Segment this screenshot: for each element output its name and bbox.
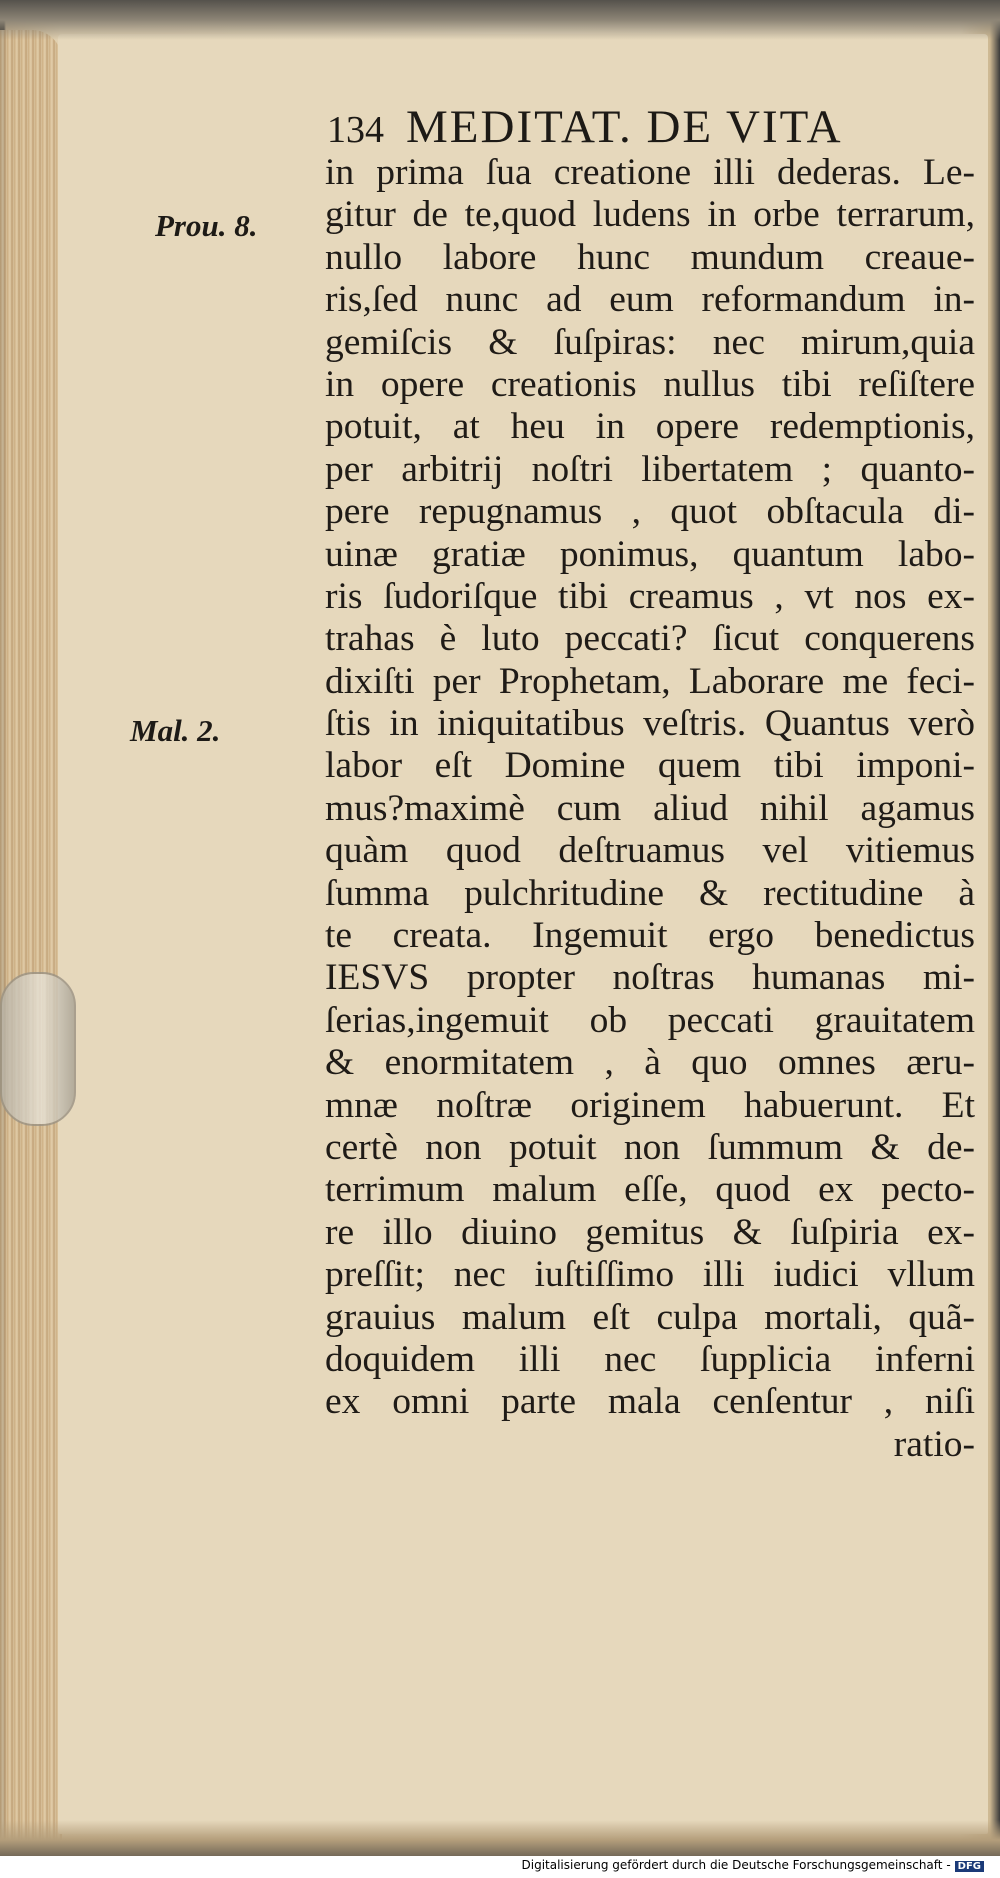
digitization-credit [518,1857,989,1873]
text-line: ſumma pulchritudine & rectitudine à [325,872,975,914]
text-line: terrimum malum eſſe, quod ex pecto- [325,1169,975,1211]
text-line: re illo diuino gemitus & ſuſpiria ex- [325,1211,975,1253]
text-line: & enormitatem , à quo omnes æru- [325,1042,975,1084]
text-line: doquidem illi nec ſupplicia inferni [325,1338,975,1380]
top-shadow [0,0,1000,40]
text-line: uinæ gratiæ ponimus, quantum labo- [325,533,975,575]
credit-text: Digitalisierung gefördert durch die Deutsche Forschungsgemeinschaft - [521,1858,951,1872]
text-line: nullo labore hunc mundum creaue- [325,236,975,278]
text-line: labor eſt Domine quem tibi imponi- [325,745,975,787]
text-line: ex omni parte mala cenſentur , niſi [325,1381,975,1423]
text-line: trahas è luto peccati? ſicut conquerens [325,618,975,660]
text-line: preſſit; nec iuſtiſſimo illi iudici vllum [325,1254,975,1296]
text-line: mus?maximè cum aliud nihil agamus [325,787,975,829]
text-line: ris ſudoriſque tibi creamus , vt nos ex- [325,575,975,617]
text-line: ſerias,ingemuit ob peccati grauitatem [325,999,975,1041]
text-line: potuit, at heu in opere redemptionis, [325,406,975,448]
text-line: ris,ſed nunc ad eum reformandum in- [325,279,975,321]
text-line: in opere creationis nullus tibi reſiſtere [325,363,975,405]
text-line: IESVS propter noſtras humanas mi- [325,957,975,999]
margin-note-prou: Prou. 8. [155,208,258,243]
text-line: ſtis in iniquitatibus veſtris. Quantus verò [325,703,975,745]
text-line: mnæ noſtræ originem habuerunt. Et [325,1084,975,1126]
page-number: 134 [327,109,384,151]
running-title: MEDITAT. DE VITA [406,101,843,153]
text-line: pere repugnamus , quot obſtacula di- [325,491,975,533]
page-clip [0,972,76,1126]
text-line: gitur de te,quod ludens in orbe terrarum, [325,194,975,236]
text-line: per arbitrij noſtri libertatem ; quanto- [325,448,975,490]
body-text [325,152,975,1466]
text-line: ratio- [893,1423,975,1465]
page-edges [0,30,62,1840]
text-line: gemiſcis & ſuſpiras: nec mirum,quia [325,321,975,363]
bottom-shadow [0,1820,1000,1858]
text-line: grauius malum eſt culpa mortali, quã- [325,1296,975,1338]
text-line: te creata. Ingemuit ergo benedictus [325,915,975,957]
text-line: certè non potuit non ſummum & de- [325,1126,975,1168]
running-header [327,100,843,154]
margin-note-mal: Mal. 2. [130,713,221,748]
text-line: dixiſti per Prophetam, Laborare me feci- [325,660,975,702]
text-line: in prima ſua creatione illi dederas. Le- [325,152,975,193]
text-line: quàm quod deſtruamus vel vitiemus [325,830,975,872]
dfg-logo: DFG [955,1861,984,1872]
